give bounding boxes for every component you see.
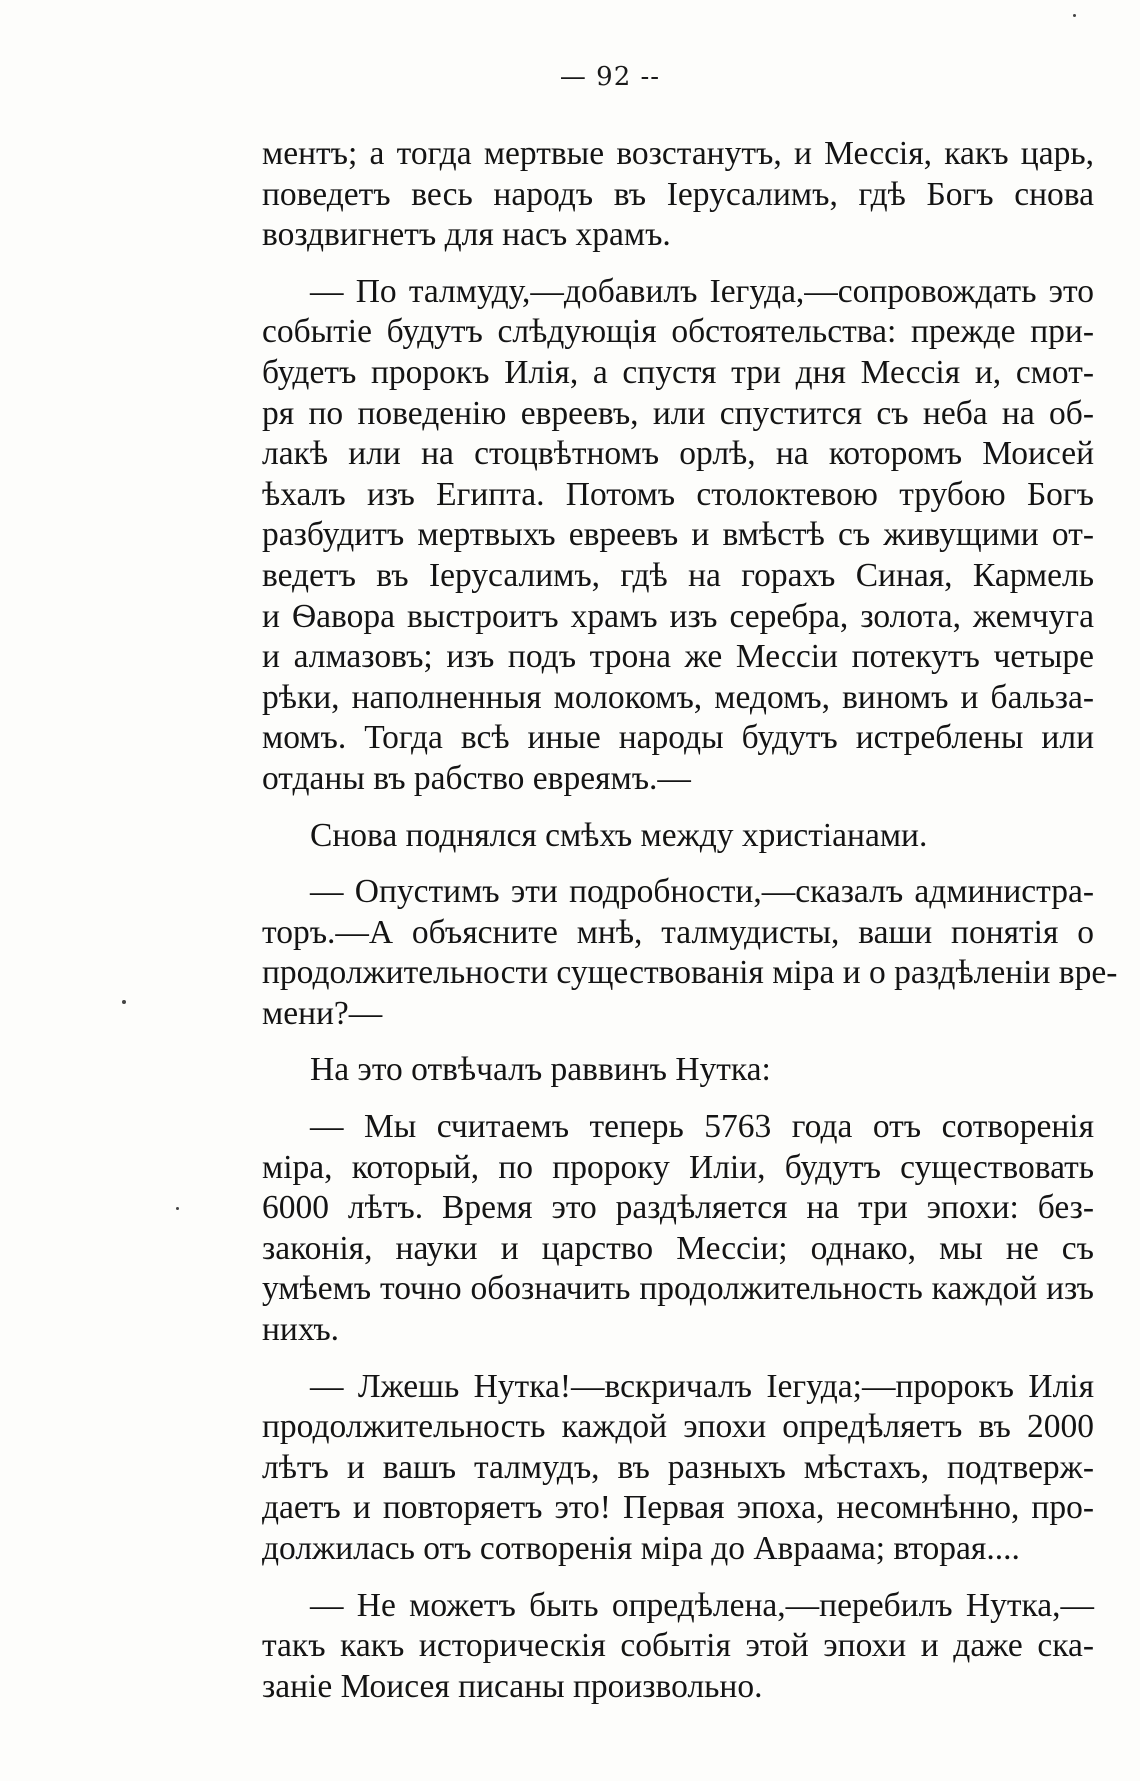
paragraph <box>262 1586 1094 1708</box>
text-line: продолжительности существованія міра и о раздѣленіи вре- <box>262 954 1118 992</box>
text-line: будетъ пророкъ Илія, а спустя три дня Мессія и, смот- <box>262 353 1094 391</box>
text-line: — Опустимъ эти подробности,—сказалъ администра- <box>310 873 1094 911</box>
text-line: нихъ. <box>262 1311 340 1349</box>
page-number: — 92 -- <box>559 62 661 92</box>
text-line: ведетъ въ Іерусалимъ, гдѣ на горахъ Синая, Кармель <box>262 556 1094 594</box>
text-line: событіе будутъ слѣдующія обстоятельства: прежде при- <box>262 313 1094 351</box>
paragraph <box>262 1107 1094 1351</box>
text-line: Снова поднялся смѣхъ между христіанами. <box>310 816 928 854</box>
paragraph <box>262 272 1094 800</box>
text-line: торъ.—А объясните мнѣ, талмудисты, ваши понятія о <box>262 913 1094 951</box>
paragraph <box>262 134 1094 256</box>
text-line: воздвигнетъ для насъ храмъ. <box>262 216 671 254</box>
text-line: законія, науки и царство Мессіи; однако, мы не съ <box>262 1229 1094 1267</box>
text-line: поведетъ весь народъ въ Іерусалимъ, гдѣ Богъ снова <box>262 175 1094 213</box>
text-line: рѣки, наполненныя молокомъ, медомъ, виномъ и бальза- <box>262 678 1094 716</box>
text-line: заніе Моисея писаны произвольно. <box>262 1667 763 1705</box>
text-line: должилась отъ сотворенія міра до Авраама; вторая.... <box>262 1530 1020 1567</box>
text-line: и алмазовъ; изъ подъ трона же Мессіи потекутъ четыре <box>262 638 1094 676</box>
text-line: продолжительность каждой эпохи опредѣляетъ въ 2000 <box>262 1408 1094 1446</box>
text-line: міра, который, по пророку Иліи, будутъ существовать <box>262 1148 1094 1186</box>
scan-speck <box>176 1207 179 1210</box>
text-line: ѣхалъ изъ Египта. Потомъ столоктевою трубою Богъ <box>262 475 1094 513</box>
text-line: умѣемъ точно обозначить продолжительность каждой изъ <box>262 1270 1094 1308</box>
text-line: — Не можетъ быть опредѣлена,—перебилъ Нутка,— <box>310 1586 1094 1624</box>
text-line: и Ѳавора выстроитъ храмъ изъ серебра, золота, жемчуга <box>262 597 1094 635</box>
text-line: ря по поведенію евреевъ, или спустится съ неба на об- <box>262 394 1094 432</box>
text-line: мени?— <box>262 994 383 1032</box>
paragraph <box>262 1367 1094 1570</box>
text-line: отданы въ рабство евреямъ.— <box>262 759 691 797</box>
text-line: На это отвѣчалъ раввинъ Нутка: <box>310 1051 771 1089</box>
text-line: даетъ и повторяетъ это! Первая эпоха, несомнѣнно, про- <box>262 1489 1094 1527</box>
text-line: ментъ; а тогда мертвые возстанутъ, и Мессія, какъ царь, <box>262 135 1094 172</box>
paragraph <box>262 816 1094 857</box>
text-line: — Лжешь Нутка!—вскричалъ Іегуда;—пророкъ Илія <box>310 1367 1094 1405</box>
text-line: 6000 лѣтъ. Время это раздѣляется на три эпохи: без- <box>262 1189 1094 1227</box>
text-line: момъ. Тогда всѣ иные народы будутъ истреблены или <box>262 719 1094 757</box>
body-text <box>262 134 1118 1723</box>
text-line: такъ какъ историческія событія этой эпохи и даже ска- <box>262 1627 1094 1665</box>
text-line: — Мы считаемъ теперь 5763 года отъ сотворенія <box>310 1108 1094 1146</box>
scan-speck <box>1073 14 1076 17</box>
paragraph <box>262 1050 1094 1091</box>
paragraph <box>262 872 1118 1034</box>
text-line: лакѣ или на стоцвѣтномъ орлѣ, на которомъ Моисей <box>262 435 1094 473</box>
text-line: разбудитъ мертвыхъ евреевъ и вмѣстѣ съ живущими от- <box>262 516 1094 554</box>
scan-speck <box>122 1000 126 1004</box>
text-line: лѣтъ и вашъ талмудъ, въ разныхъ мѣстахъ, подтверж- <box>262 1448 1094 1486</box>
text-line: — По талмуду,—добавилъ Іегуда,—сопровождать это <box>310 272 1094 310</box>
